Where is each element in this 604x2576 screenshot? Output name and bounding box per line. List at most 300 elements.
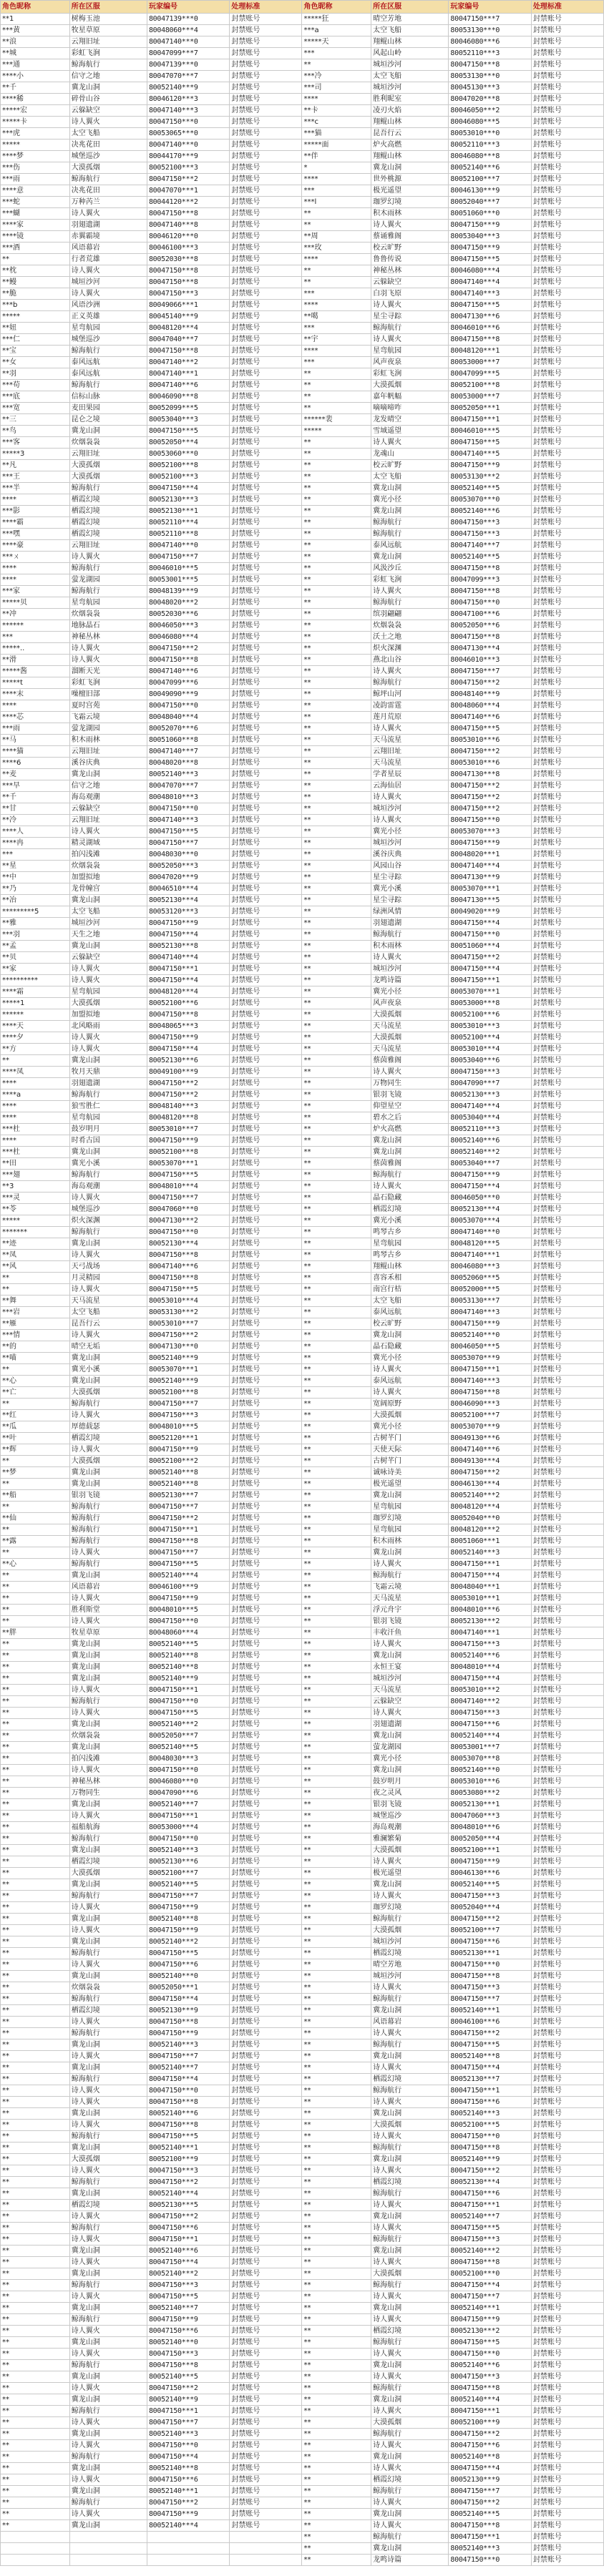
right-action-cell: 封禁账号 bbox=[531, 2028, 603, 2039]
left-name-cell: ** bbox=[1, 2062, 70, 2074]
left-action-cell: 封禁账号 bbox=[230, 1891, 302, 1902]
left-name-cell: ** bbox=[1, 2371, 70, 2383]
left-action-cell: 封禁账号 bbox=[230, 895, 302, 906]
left-player-id-cell: 80047150***1 bbox=[147, 964, 229, 975]
right-player-id-cell: 80049130***6 bbox=[449, 1433, 531, 1444]
table-row bbox=[1, 185, 604, 197]
right-name-cell: ** bbox=[302, 2394, 371, 2406]
right-name-cell: ** bbox=[302, 1330, 371, 1341]
left-player-id-cell: 80047150***2 bbox=[147, 1078, 229, 1089]
table-row bbox=[1, 174, 604, 185]
right-player-id-cell: 80047150***4 bbox=[449, 2062, 531, 2074]
right-name-cell: ** bbox=[302, 2326, 371, 2337]
right-action-cell: 封禁账号 bbox=[531, 1685, 603, 1696]
table-row bbox=[1, 1719, 604, 1730]
left-server-cell: 炊烟袅袅 bbox=[69, 1982, 147, 1994]
right-action-cell: 封禁账号 bbox=[531, 1742, 603, 1753]
left-action-cell: 封禁账号 bbox=[230, 1067, 302, 1078]
table-row bbox=[1, 712, 604, 723]
right-action-cell: 封禁账号 bbox=[531, 220, 603, 231]
left-player-id-cell: 80053070***1 bbox=[147, 1364, 229, 1376]
left-name-cell: ****霸 bbox=[1, 517, 70, 529]
left-action-cell: 封禁账号 bbox=[230, 265, 302, 277]
right-server-cell: 冀光小径 bbox=[371, 1753, 449, 1765]
right-name-cell: ** bbox=[302, 2429, 371, 2440]
left-action-cell: 封禁账号 bbox=[230, 1753, 302, 1765]
table-row bbox=[1, 643, 604, 655]
right-action-cell: 封禁账号 bbox=[531, 586, 603, 597]
right-server-cell: 诗人翼火 bbox=[371, 2406, 449, 2417]
right-name-cell: ** bbox=[302, 643, 371, 655]
left-player-id-cell: 80053070***1 bbox=[147, 1158, 229, 1170]
right-player-id-cell: 80047150***9 bbox=[449, 2314, 531, 2326]
right-action-cell: 封禁账号 bbox=[531, 2154, 603, 2165]
left-name-cell: ** bbox=[1, 2486, 70, 2497]
right-server-cell: 极光遥望 bbox=[371, 185, 449, 197]
left-player-id-cell: 80047150***9 bbox=[147, 1444, 229, 1456]
right-player-id-cell: 80048120***5 bbox=[449, 1238, 531, 1250]
left-player-id-cell: 80052050***4 bbox=[147, 437, 229, 449]
left-action-cell: 封禁账号 bbox=[230, 2360, 302, 2371]
right-server-cell: 冀光小溪 bbox=[371, 1215, 449, 1227]
right-player-id-cell: 80053000***8 bbox=[449, 998, 531, 1009]
right-action-cell: 封禁账号 bbox=[531, 1364, 603, 1376]
left-action-cell: 封禁账号 bbox=[230, 1914, 302, 1925]
left-player-id-cell: 80053065***0 bbox=[147, 128, 229, 139]
table-row bbox=[1, 2474, 604, 2486]
right-player-id-cell: 80047150***0 bbox=[449, 2555, 531, 2566]
right-name-cell: ** bbox=[302, 1753, 371, 1765]
left-player-id-cell: 80047130***0 bbox=[147, 1341, 229, 1353]
right-server-cell: 缤羽翩翩 bbox=[371, 609, 449, 620]
left-name-cell: ** bbox=[1, 1730, 70, 1742]
left-name-cell: **迹 bbox=[1, 1238, 70, 1250]
right-name-cell: ** bbox=[302, 563, 371, 574]
table-row bbox=[1, 574, 604, 586]
right-action-cell: 封禁账号 bbox=[531, 2051, 603, 2062]
right-action-cell: 封禁账号 bbox=[531, 2165, 603, 2177]
left-player-id-cell: 80047150***9 bbox=[147, 2028, 229, 2039]
right-server-cell: 冀龙山洞 bbox=[371, 2246, 449, 2257]
left-name-cell: **** bbox=[1, 494, 70, 506]
right-player-id-cell: 80047150***9 bbox=[449, 243, 531, 254]
table-row bbox=[1, 1032, 604, 1044]
right-server-cell: 诗人翼火 bbox=[371, 2028, 449, 2039]
left-player-id-cell: 80052140***8 bbox=[147, 1662, 229, 1673]
left-player-id-cell: 80047150***7 bbox=[147, 1547, 229, 1559]
table-row bbox=[1, 677, 604, 689]
right-action-cell: 封禁账号 bbox=[531, 655, 603, 666]
left-server-cell: 云躲缺空 bbox=[69, 952, 147, 964]
right-server-cell: 银羽飞镜 bbox=[371, 1089, 449, 1101]
table-row bbox=[1, 1868, 604, 1879]
left-player-id-cell: 80044120***2 bbox=[147, 197, 229, 208]
left-action-cell: 封禁账号 bbox=[230, 208, 302, 220]
right-server-cell: 蔡诵雅阁 bbox=[371, 231, 449, 243]
left-name-cell: ** bbox=[1, 2234, 70, 2246]
right-server-cell: 诗人翼火 bbox=[371, 2131, 449, 2142]
right-action-cell: 封禁账号 bbox=[531, 872, 603, 883]
left-player-id-cell: 80047150***4 bbox=[147, 2257, 229, 2268]
right-name-cell: ** bbox=[302, 1788, 371, 1799]
right-name-cell: ** bbox=[302, 1089, 371, 1101]
left-name-cell: **女 bbox=[1, 357, 70, 368]
left-player-id-cell: 80052100***8 bbox=[147, 460, 229, 471]
right-action-cell: 封禁账号 bbox=[531, 1730, 603, 1742]
left-server-cell: 诗人翼火 bbox=[69, 2417, 147, 2429]
left-server-cell: 鲸海航行 bbox=[69, 1833, 147, 1845]
left-name-cell: ** bbox=[1, 1456, 70, 1467]
right-server-cell: 冀龙山洞 bbox=[371, 2394, 449, 2406]
right-name-cell: ** bbox=[302, 1296, 371, 1307]
right-server-cell: 晴空芳地 bbox=[371, 1959, 449, 1971]
left-server-cell: 正义英雄 bbox=[69, 311, 147, 323]
right-name-cell: ** bbox=[302, 1708, 371, 1719]
right-action-cell: 封禁账号 bbox=[531, 1284, 603, 1296]
right-server-cell: 诗人翼火 bbox=[371, 586, 449, 597]
table-row bbox=[1, 471, 604, 483]
right-action-cell: 封禁账号 bbox=[531, 254, 603, 265]
right-server-cell: 冀龙山洞 bbox=[371, 2360, 449, 2371]
right-name-cell: ** bbox=[302, 2246, 371, 2257]
right-action-cell: 封禁账号 bbox=[531, 1135, 603, 1147]
right-server-cell: 大漠孤烟 bbox=[371, 1009, 449, 1021]
right-player-id-cell: 80047150***8 bbox=[449, 2142, 531, 2154]
left-player-id-cell: 80052140***9 bbox=[147, 2394, 229, 2406]
right-name-cell: ** bbox=[302, 2417, 371, 2429]
left-action-cell: 封禁账号 bbox=[230, 780, 302, 792]
right-action-cell: 封禁账号 bbox=[531, 1009, 603, 1021]
left-action-cell: 封禁账号 bbox=[230, 1833, 302, 1845]
left-player-id-cell: 80048010***4 bbox=[147, 1181, 229, 1192]
left-action-cell: 封禁账号 bbox=[230, 128, 302, 139]
left-server-cell: 鲸海航行 bbox=[69, 2280, 147, 2291]
right-player-id-cell: 80052040***4 bbox=[449, 1902, 531, 1914]
left-server-cell: 信守之地 bbox=[69, 780, 147, 792]
table-row bbox=[1, 2200, 604, 2211]
left-player-id-cell: 80053060***0 bbox=[147, 449, 229, 460]
right-name-cell: ** bbox=[302, 1513, 371, 1524]
right-player-id-cell: 80046130***4 bbox=[449, 1479, 531, 1490]
left-server-cell: 鲸海航行 bbox=[69, 2360, 147, 2371]
right-server-cell: 诚咏诗美 bbox=[371, 1467, 449, 1479]
right-player-id-cell: 80047150***8 bbox=[449, 563, 531, 574]
left-server-cell: 诗人翼火 bbox=[69, 1410, 147, 1421]
left-action-cell: 封禁账号 bbox=[230, 1296, 302, 1307]
right-name-cell: ** bbox=[302, 2383, 371, 2394]
left-name-cell: ***虎 bbox=[1, 128, 70, 139]
right-player-id-cell: 80052050***1 bbox=[449, 403, 531, 414]
table-row bbox=[1, 769, 604, 780]
left-action-cell: 封禁账号 bbox=[230, 2028, 302, 2039]
table-row bbox=[1, 2326, 604, 2337]
right-server-cell: 诗人翼火 bbox=[371, 2165, 449, 2177]
left-name-cell: ***雨 bbox=[1, 174, 70, 185]
right-name-cell: *****面 bbox=[302, 139, 371, 151]
right-player-id-cell: 80047150***4 bbox=[449, 1673, 531, 1685]
left-player-id-cell: 80048010***3 bbox=[147, 792, 229, 803]
left-server-cell: 鲸海航行 bbox=[69, 174, 147, 185]
right-name-cell: ** bbox=[302, 620, 371, 632]
right-action-cell: 封禁账号 bbox=[531, 1708, 603, 1719]
right-action-cell: 封禁账号 bbox=[531, 609, 603, 620]
left-name-cell: ***ㄨ bbox=[1, 552, 70, 563]
left-player-id-cell: 80047150***9 bbox=[147, 1925, 229, 1936]
left-name-cell: ** bbox=[1, 2074, 70, 2085]
left-server-cell: 栖霞幻境 bbox=[69, 2005, 147, 2017]
left-name-cell: **露 bbox=[1, 1536, 70, 1547]
right-action-cell: 封禁账号 bbox=[531, 2406, 603, 2417]
left-player-id-cell: 80052130***1 bbox=[147, 506, 229, 517]
right-action-cell: 封禁账号 bbox=[531, 929, 603, 941]
right-action-cell: 封禁账号 bbox=[531, 2246, 603, 2257]
right-name-cell: ** bbox=[302, 2200, 371, 2211]
left-player-id-cell: 80047140***6 bbox=[147, 1261, 229, 1273]
right-player-id-cell: 80052130***1 bbox=[449, 1799, 531, 1811]
right-player-id-cell: 80047140***6 bbox=[449, 1444, 531, 1456]
left-action-cell: 封禁账号 bbox=[230, 1845, 302, 1856]
left-server-cell: 诗人翼火 bbox=[69, 2051, 147, 2062]
table-row bbox=[1, 1204, 604, 1215]
left-server-cell: 狼雪胜仁 bbox=[69, 1101, 147, 1112]
right-player-id-cell: 80052140***6 bbox=[449, 2360, 531, 2371]
left-player-id-cell: 80052140***7 bbox=[147, 2303, 229, 2314]
right-player-id-cell: 80047140***4 bbox=[449, 1101, 531, 1112]
right-player-id-cell: 80047150***0 bbox=[449, 815, 531, 826]
left-name-cell: ** bbox=[1, 2417, 70, 2429]
right-server-cell: 栖霞幻境 bbox=[371, 2326, 449, 2337]
right-name-cell: ** bbox=[302, 380, 371, 391]
left-server-cell bbox=[69, 2555, 147, 2566]
right-name-cell: ** bbox=[302, 1856, 371, 1868]
table-row bbox=[1, 1341, 604, 1353]
left-name-cell: ***宽 bbox=[1, 403, 70, 414]
left-action-cell: 封禁账号 bbox=[230, 1044, 302, 1055]
left-name-cell: ** bbox=[1, 1788, 70, 1799]
left-name-cell: ** bbox=[1, 1582, 70, 1593]
right-name-cell: ** bbox=[302, 1776, 371, 1788]
left-name-cell: ** bbox=[1, 2314, 70, 2326]
left-player-id-cell: 80053120***3 bbox=[147, 906, 229, 918]
left-player-id-cell: 80052140***8 bbox=[147, 1479, 229, 1490]
left-server-cell: 太空飞船 bbox=[69, 1307, 147, 1318]
left-action-cell: 封禁账号 bbox=[230, 2234, 302, 2246]
left-name-cell: ** bbox=[1, 1811, 70, 1822]
right-player-id-cell: 80052140***3 bbox=[449, 1547, 531, 1559]
right-player-id-cell: 80047150***8 bbox=[449, 1387, 531, 1399]
left-player-id-cell: 80047150***5 bbox=[147, 426, 229, 437]
left-server-cell: 羽翅遗湖 bbox=[69, 1078, 147, 1089]
right-server-cell: 城垣沙河 bbox=[371, 82, 449, 94]
left-action-cell: 封禁账号 bbox=[230, 2246, 302, 2257]
left-action-cell: 封禁账号 bbox=[230, 906, 302, 918]
right-name-cell: ** bbox=[302, 1101, 371, 1112]
right-action-cell: 封禁账号 bbox=[531, 906, 603, 918]
right-server-cell: 鲸海航行 bbox=[371, 2337, 449, 2349]
left-server-cell: 云翔旧址 bbox=[69, 449, 147, 460]
left-action-cell: 封禁账号 bbox=[230, 1856, 302, 1868]
left-name-cell: **的 bbox=[1, 1341, 70, 1353]
right-name-cell: ***a bbox=[302, 25, 371, 36]
right-server-cell: 诗人翼火 bbox=[371, 437, 449, 449]
left-server-cell: 龙骨幢宫 bbox=[69, 883, 147, 895]
right-server-cell: 诗人翼火 bbox=[371, 1639, 449, 1650]
right-name-cell: **宇 bbox=[302, 334, 371, 346]
left-player-id-cell: 80047099***6 bbox=[147, 677, 229, 689]
left-name-cell: **心 bbox=[1, 1376, 70, 1387]
left-action-cell: 封禁账号 bbox=[230, 288, 302, 300]
right-action-cell: 封禁账号 bbox=[531, 2303, 603, 2314]
right-server-cell: 冀龙山洞 bbox=[371, 2154, 449, 2165]
right-server-cell: 鲸海航行 bbox=[371, 1994, 449, 2005]
right-name-cell: ** bbox=[302, 1536, 371, 1547]
right-action-cell: 封禁账号 bbox=[531, 1971, 603, 1982]
table-row bbox=[1, 197, 604, 208]
right-action-cell: 封禁账号 bbox=[531, 1444, 603, 1456]
left-player-id-cell: 80048120***4 bbox=[147, 323, 229, 334]
right-name-cell: ** bbox=[302, 1730, 371, 1742]
left-name-cell: **千 bbox=[1, 82, 70, 94]
right-server-cell: 诗人翼火 bbox=[371, 792, 449, 803]
left-action-cell: 封禁账号 bbox=[230, 162, 302, 174]
right-name-cell: ** bbox=[302, 2165, 371, 2177]
table-row bbox=[1, 1296, 604, 1307]
right-action-cell: 封禁账号 bbox=[531, 769, 603, 780]
left-action-cell: 封禁账号 bbox=[230, 48, 302, 59]
right-player-id-cell: 80047140***6 bbox=[449, 712, 531, 723]
table-row bbox=[1, 2211, 604, 2223]
left-server-cell: 鲸海航行 bbox=[69, 586, 147, 597]
left-player-id-cell: 80047150***4 bbox=[147, 975, 229, 986]
table-row bbox=[1, 1261, 604, 1273]
right-name-cell: ** bbox=[302, 1605, 371, 1616]
right-player-id-cell: 80047140***4 bbox=[449, 277, 531, 288]
left-action-cell: 封禁账号 bbox=[230, 14, 302, 25]
right-player-id-cell: 80052140***7 bbox=[449, 2211, 531, 2223]
left-player-id-cell: 80047140***3 bbox=[147, 105, 229, 117]
right-player-id-cell: 80052140***8 bbox=[449, 2452, 531, 2463]
right-name-cell: ** bbox=[302, 2223, 371, 2234]
right-name-cell: ** bbox=[302, 2131, 371, 2142]
right-name-cell: **周 bbox=[302, 231, 371, 243]
left-action-cell: 封禁账号 bbox=[230, 1925, 302, 1936]
left-player-id-cell: 80047150***8 bbox=[147, 2360, 229, 2371]
table-row bbox=[1, 2062, 604, 2074]
left-player-id-cell: 80047150***9 bbox=[147, 1902, 229, 1914]
right-server-cell: 冀龙山洞 bbox=[371, 483, 449, 494]
table-row bbox=[1, 1833, 604, 1845]
right-action-cell: 封禁账号 bbox=[531, 883, 603, 895]
left-server-cell: 诗人翼火 bbox=[69, 2383, 147, 2394]
left-name-cell bbox=[1, 2555, 70, 2566]
left-action-cell: 封禁账号 bbox=[230, 1261, 302, 1273]
left-server-cell: 诗人翼火 bbox=[69, 552, 147, 563]
left-action-cell: 封禁账号 bbox=[230, 1055, 302, 1067]
left-player-id-cell: 80047150***4 bbox=[147, 1994, 229, 2005]
left-action-cell: 封禁账号 bbox=[230, 1112, 302, 1124]
header-row bbox=[1, 1, 604, 14]
right-player-id-cell: 80052130***4 bbox=[449, 1204, 531, 1215]
left-server-cell: 鲸海航行 bbox=[69, 2131, 147, 2142]
table-row bbox=[1, 1227, 604, 1238]
left-name-cell: ****人 bbox=[1, 826, 70, 838]
left-player-id-cell: 80047150***8 bbox=[147, 2017, 229, 2028]
left-name-cell: ***仁 bbox=[1, 334, 70, 346]
left-action-cell: 封禁账号 bbox=[230, 483, 302, 494]
left-player-id-cell: 80052100***9 bbox=[147, 2154, 229, 2165]
right-action-cell: 封禁账号 bbox=[531, 14, 603, 25]
right-server-cell: 大漠孤烟 bbox=[371, 1845, 449, 1856]
right-action-cell: 封禁账号 bbox=[531, 1067, 603, 1078]
left-name-cell: ***影 bbox=[1, 506, 70, 517]
left-name-cell: ** bbox=[1, 1650, 70, 1662]
right-name-cell: *****天 bbox=[302, 36, 371, 48]
left-action-cell: 封禁账号 bbox=[230, 1513, 302, 1524]
left-player-id-cell: 80047150***3 bbox=[147, 288, 229, 300]
left-server-cell: 星弯航园 bbox=[69, 323, 147, 334]
table-row bbox=[1, 2223, 604, 2234]
right-action-cell: 封禁账号 bbox=[531, 1982, 603, 1994]
right-name-cell: ** bbox=[302, 838, 371, 849]
left-action-cell: 封禁账号 bbox=[230, 1479, 302, 1490]
right-name-cell: * bbox=[302, 162, 371, 174]
right-action-cell: 封禁账号 bbox=[531, 2177, 603, 2188]
right-action-cell: 封禁账号 bbox=[531, 2429, 603, 2440]
left-name-cell: ** bbox=[1, 2005, 70, 2017]
left-server-cell: 大漠孤烟 bbox=[69, 460, 147, 471]
left-player-id-cell: 80047150***1 bbox=[147, 2234, 229, 2246]
left-server-cell: 大漠孤烟 bbox=[69, 1456, 147, 1467]
left-action-cell: 封禁账号 bbox=[230, 1227, 302, 1238]
right-server-cell: 天使天际 bbox=[371, 1444, 449, 1456]
right-server-cell: 冀龙山洞 bbox=[371, 2211, 449, 2223]
left-server-cell: 诗人翼火 bbox=[69, 2349, 147, 2360]
right-server-cell: 诗人翼火 bbox=[371, 300, 449, 311]
left-player-id-cell bbox=[147, 2543, 229, 2555]
left-name-cell: **家 bbox=[1, 964, 70, 975]
right-name-cell: ** bbox=[302, 1879, 371, 1891]
left-name-cell: ** bbox=[1, 2349, 70, 2360]
right-player-id-cell: 80052050***6 bbox=[449, 620, 531, 632]
left-server-cell: 诗人翼火 bbox=[69, 117, 147, 128]
table-row bbox=[1, 1112, 604, 1124]
left-name-cell: *** bbox=[1, 632, 70, 643]
right-player-id-cell: 80048120***2 bbox=[449, 1524, 531, 1536]
left-player-id-cell: 80047150***3 bbox=[147, 2280, 229, 2291]
right-action-cell: 封禁账号 bbox=[531, 460, 603, 471]
left-server-cell: 福船航海 bbox=[69, 1822, 147, 1833]
table-row bbox=[1, 220, 604, 231]
left-player-id-cell: 80052140***2 bbox=[147, 1719, 229, 1730]
left-player-id-cell: 80052110***4 bbox=[147, 517, 229, 529]
left-player-id-cell: 80047150***2 bbox=[147, 1089, 229, 1101]
right-action-cell: 封禁账号 bbox=[531, 2142, 603, 2154]
left-action-cell: 封禁账号 bbox=[230, 2452, 302, 2463]
left-server-cell: 栖霞幻境 bbox=[69, 517, 147, 529]
left-name-cell: *****1 bbox=[1, 998, 70, 1009]
table-row bbox=[1, 723, 604, 735]
right-name-cell: ** bbox=[302, 861, 371, 872]
left-player-id-cell: 80053040***3 bbox=[147, 414, 229, 426]
left-name-cell: ** bbox=[1, 1055, 70, 1067]
right-server-cell: 龙鸣诗篇 bbox=[371, 2555, 449, 2566]
left-player-id-cell: 80047150***8 bbox=[147, 655, 229, 666]
right-player-id-cell: 80047130***6 bbox=[449, 311, 531, 323]
right-server-cell: 银羽飞镜 bbox=[371, 1799, 449, 1811]
right-player-id-cell: 80047130***9 bbox=[449, 872, 531, 883]
table-row bbox=[1, 357, 604, 368]
right-name-cell: ** bbox=[302, 1959, 371, 1971]
